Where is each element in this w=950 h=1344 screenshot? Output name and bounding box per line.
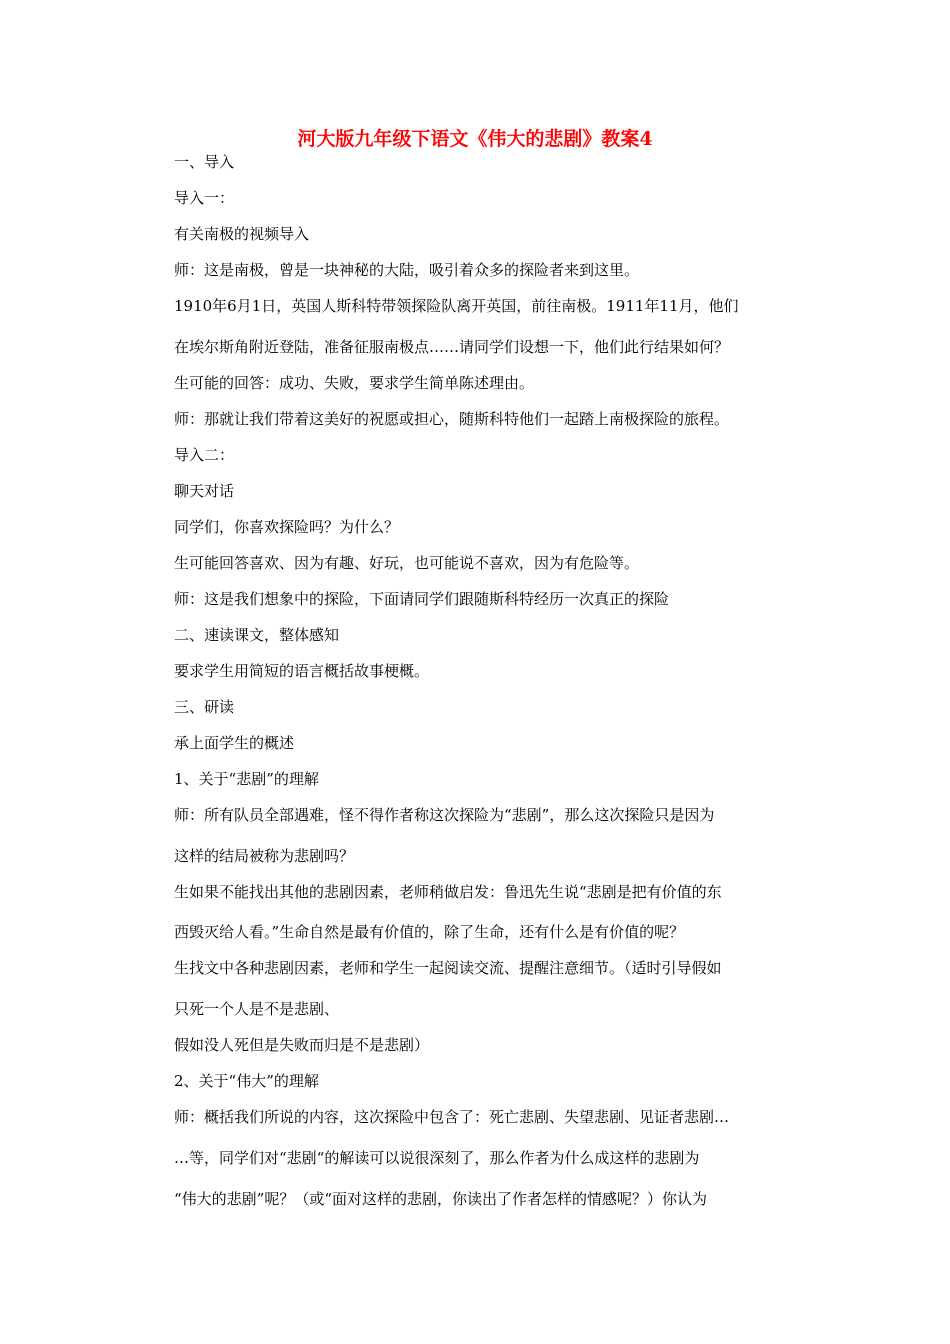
- subheading-intro-one: 导入一：: [174, 189, 235, 207]
- subheading-intro-two: 导入二：: [174, 446, 235, 464]
- paragraph-line: 在埃尔斯角附近登陆，准备征服南极点……请同学们设想一下，他们此行结果如何？: [174, 338, 730, 356]
- paragraph-line: 师：这是我们想象中的探险，下面请同学们跟随斯科特经历一次真正的探险: [174, 590, 670, 608]
- paragraph-line: 师：那就让我们带着这美好的祝愿或担心，随斯科特他们一起踏上南极探险的旅程。: [174, 410, 730, 428]
- paragraph-line: “伟大的悲剧”呢？（或“面对这样的悲剧，你读出了作者怎样的情感呢？）你认为: [174, 1190, 708, 1208]
- paragraph-line: 1910年6月1日，英国人斯科特带领探险队离开英国，前往南极。1911年11月，他们: [174, 297, 739, 315]
- paragraph-line: 西毁灭给人看。”生命自然是最有价值的，除了生命，还有什么是有价值的呢？: [174, 923, 685, 941]
- paragraph-line: 同学们，你喜欢探险吗？为什么？: [174, 518, 400, 536]
- paragraph-line: 生可能回答喜欢、因为有趣、好玩，也可能说不喜欢，因为有危险等。: [174, 554, 640, 572]
- paragraph-line: 生如果不能找出其他的悲剧因素，老师稍做启发：鲁迅先生说“悲剧是把有价值的东: [174, 883, 722, 901]
- paragraph-line: 假如没人死但是失败而归是不是悲剧）: [174, 1036, 430, 1054]
- paragraph-line: 要求学生用简短的语言概括故事梗概。: [174, 662, 430, 680]
- paragraph-line: 师：所有队员全部遇难，怪不得作者称这次探险为“悲剧”，那么这次探险只是因为: [174, 806, 715, 824]
- paragraph-line: 师：这是南极，曾是一块神秘的大陆，吸引着众多的探险者来到这里。: [174, 261, 640, 279]
- paragraph-line: 只死一个人是不是悲剧、: [174, 1000, 340, 1018]
- paragraph-line: …等，同学们对“悲剧“的解读可以说很深刻了，那么作者为什么成这样的悲剧为: [174, 1149, 700, 1167]
- paragraph-line: 生找文中各种悲剧因素，老师和学生一起阅读交流、提醒注意细节。（适时引导假如: [174, 959, 722, 977]
- paragraph-line: 有关南极的视频导入: [174, 225, 310, 243]
- document-title: 河大版九年级下语文《伟大的悲剧》教案4: [297, 128, 653, 150]
- paragraph-line: 生可能的回答：成功、失败，要求学生简单陈述理由。: [174, 374, 535, 392]
- paragraph-line: 聊天对话: [174, 482, 235, 500]
- paragraph-line: 承上面学生的概述: [174, 734, 295, 752]
- section-heading-study: 三、研读: [174, 698, 235, 716]
- subheading-tragedy: 1、关于“悲剧”的理解: [174, 770, 319, 788]
- paragraph-line: 师：概括我们所说的内容，这次探险中包含了：死亡悲剧、失望悲剧、见证者悲剧…: [174, 1108, 730, 1126]
- subheading-greatness: 2、关于“伟大”的理解: [174, 1072, 319, 1090]
- section-heading-skim: 二、速读课文，整体感知: [174, 626, 340, 644]
- paragraph-line: 这样的结局被称为悲剧吗？: [174, 847, 355, 865]
- section-heading-intro: 一、导入: [174, 153, 235, 171]
